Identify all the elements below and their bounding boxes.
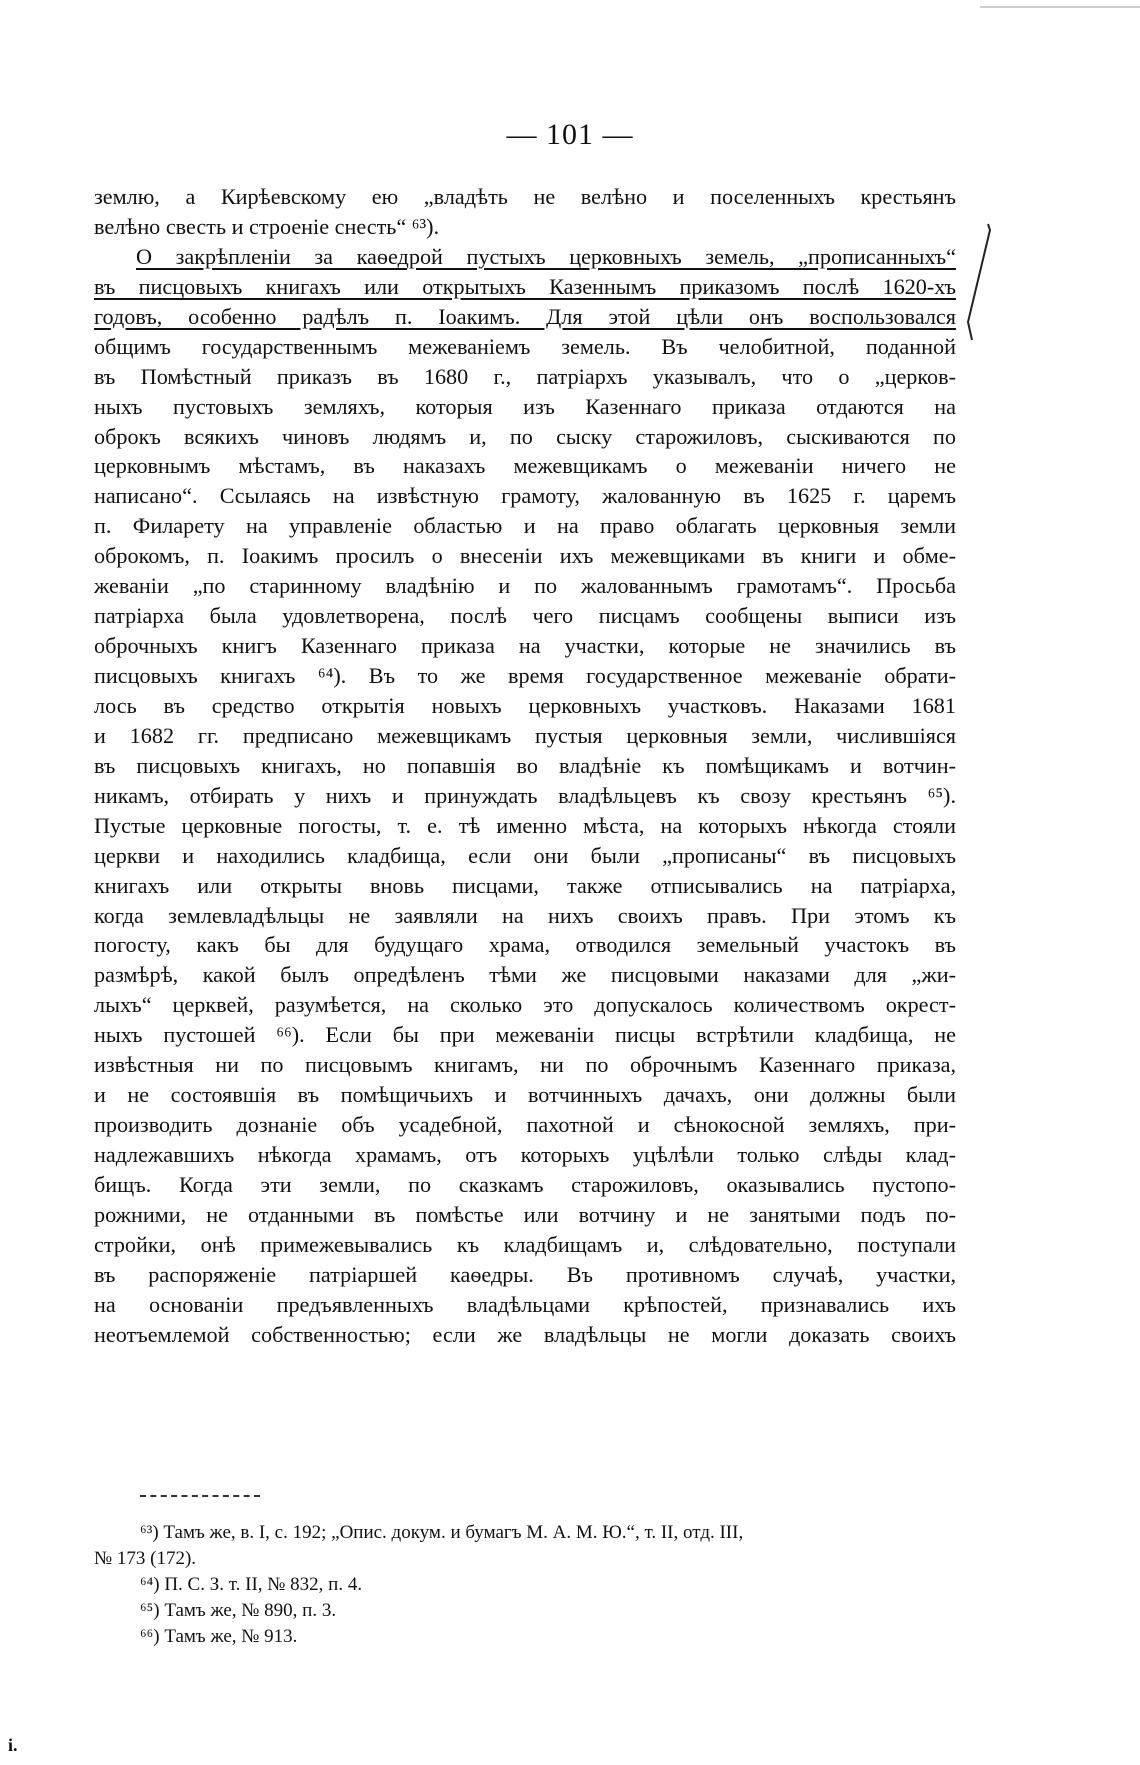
scan-edge-line: [980, 6, 1140, 8]
body-line: когда землевладѣльцы не заявляли на нихъ своихъ правъ. При этомъ къ: [94, 902, 956, 928]
margin-annotation-bracket: [960, 222, 1000, 342]
body-line: п. Филарету на управленіе областью и на право облагать церковныя земли: [94, 513, 956, 539]
footnote: ⁶⁴) П. С. З. т. II, № 832, п. 4.: [140, 1574, 363, 1595]
body-line: и 1682 гг. предписано межевщикамъ пустыя церковныя земли, числившіяся: [94, 722, 956, 748]
body-line: оброкомъ, п. Іоакимъ просилъ о внесеніи ихъ межевщиками въ книги и обме-: [94, 543, 956, 569]
body-line: погосту, какъ бы для будущаго храма, отводился земельный участокъ въ: [94, 932, 956, 958]
body-line: писцовыхъ книгахъ ⁶⁴). Въ то же время государственное межеваніе обрати-: [94, 663, 956, 688]
body-line-underlined: О закрѣпленіи за каѳедрой пустыхъ церковныхъ земель, „прописанныхъ“: [136, 243, 956, 269]
body-line: лыхъ“ церквей, разумѣется, на сколько это допускалось количествомъ окрест-: [94, 992, 956, 1018]
body-line: патріарха была удовлетворена, послѣ чего писцамъ сообщены выписи изъ: [94, 603, 956, 629]
footnote: ⁶⁶) Тамъ же, № 913.: [140, 1626, 298, 1647]
body-line: въ распоряженіе патріаршей каѳедры. Въ противномъ случаѣ, участки,: [94, 1261, 956, 1287]
body-line: Пустые церковные погосты, т. е. тѣ именно мѣста, на которыхъ нѣкогда стояли: [94, 812, 956, 838]
body-line: написано“. Ссылаясь на извѣстную грамоту, жалованную въ 1625 г. царемъ: [94, 483, 956, 509]
scan-corner-mark: i.: [8, 1735, 18, 1755]
body-line: книгахъ или открыты вновь писцами, также отписывались на патріарха,: [94, 872, 956, 898]
body-line: стройки, онѣ примежевывались къ кладбищамъ и, слѣдовательно, поступали: [94, 1231, 956, 1257]
body-line: на основаніи предъявленныхъ владѣльцами крѣпостей, признавались ихъ: [94, 1291, 956, 1317]
body-line: церковнымъ мѣстамъ, въ наказахъ межевщикамъ о межеваніи ничего не: [94, 453, 956, 479]
body-text: [94, 182, 956, 1350]
body-line: никамъ, отбирать у нихъ и принуждать владѣльцевъ къ свозу крестьянъ ⁶⁵).: [94, 782, 956, 808]
footnotes: [94, 1520, 956, 1650]
body-line: общимъ государственнымъ межеваніемъ земель. Въ челобитной, поданной: [94, 333, 956, 359]
body-line: оброчныхъ книгъ Казеннаго приказа на участки, которые не значились въ: [94, 633, 956, 659]
footnote-separator: [140, 1495, 260, 1497]
footnote-continuation: № 173 (172).: [94, 1548, 197, 1569]
body-line: производить дознаніе объ усадебной, пахотной и сѣнокосной земляхъ, при-: [94, 1112, 956, 1138]
footnote: ⁶³) Тамъ же, в. I, с. 192; „Опис. докум. и бумагъ М. А. М. Ю.“, т. II, отд. III,: [140, 1522, 744, 1543]
body-line: неотъемлемой собственностью; если же владѣльцы не могли доказать своихъ: [94, 1321, 956, 1347]
body-line-underlined: въ писцовыхъ книгахъ или открытыхъ Казеннымъ приказомъ послѣ 1620-хъ: [94, 273, 956, 299]
body-line: церкви и находились кладбища, если они были „прописаны“ въ писцовыхъ: [94, 842, 956, 868]
body-line: жеваніи „по старинному владѣнію и по жалованнымъ грамотамъ“. Просьба: [94, 573, 956, 599]
body-line: въ Помѣстный приказъ въ 1680 г., патріархъ указывалъ, что о „церков-: [94, 363, 956, 389]
body-line: ныхъ пустошей ⁶⁶). Если бы при межеваніи писцы встрѣтили кладбища, не: [94, 1022, 956, 1048]
page-number: — 101 —: [506, 118, 634, 151]
body-line: въ писцовыхъ книгахъ, но попавшія во владѣніе къ помѣщикамъ и вотчин-: [94, 752, 956, 778]
body-line: ныхъ пустовыхъ земляхъ, которыя изъ Казеннаго приказа отдаются на: [94, 393, 956, 419]
body-line: велѣно свесть и строеніе снесть“ ⁶³).: [94, 213, 440, 239]
body-line: извѣстныя ни по писцовымъ книгамъ, ни по оброчнымъ Казеннаго приказа,: [94, 1052, 956, 1078]
body-line: и не состоявшія въ помѣщичьихъ и вотчинныхъ дачахъ, они должны были: [94, 1082, 956, 1108]
body-line-underlined: годовъ, особенно радѣлъ п. Іоакимъ. Для этой цѣли онъ воспользовался: [94, 303, 956, 329]
body-line: рожними, не отданными въ помѣстье или вотчину и не занятыми подъ по-: [94, 1201, 956, 1227]
body-line: надлежавшихъ нѣкогда храмамъ, отъ которыхъ уцѣлѣли только слѣды клад-: [94, 1142, 956, 1167]
body-line: бищъ. Когда эти земли, по сказкамъ старожиловъ, оказывались пустопо-: [94, 1171, 956, 1197]
body-line: размѣрѣ, какой былъ опредѣленъ тѣми же писцовыми наказами для „жи-: [94, 962, 956, 988]
body-line: оброкъ всякихъ чиновъ людямъ и, по сыску старожиловъ, сыскиваются по: [94, 423, 956, 449]
footnote: ⁶⁵) Тамъ же, № 890, п. 3.: [140, 1600, 337, 1621]
body-line: землю, а Кирѣевскому ею „владѣть не велѣно и поселенныхъ крестьянъ: [94, 184, 956, 209]
body-line: лось въ средство открытія новыхъ церковныхъ участковъ. Наказами 1681: [94, 692, 956, 718]
